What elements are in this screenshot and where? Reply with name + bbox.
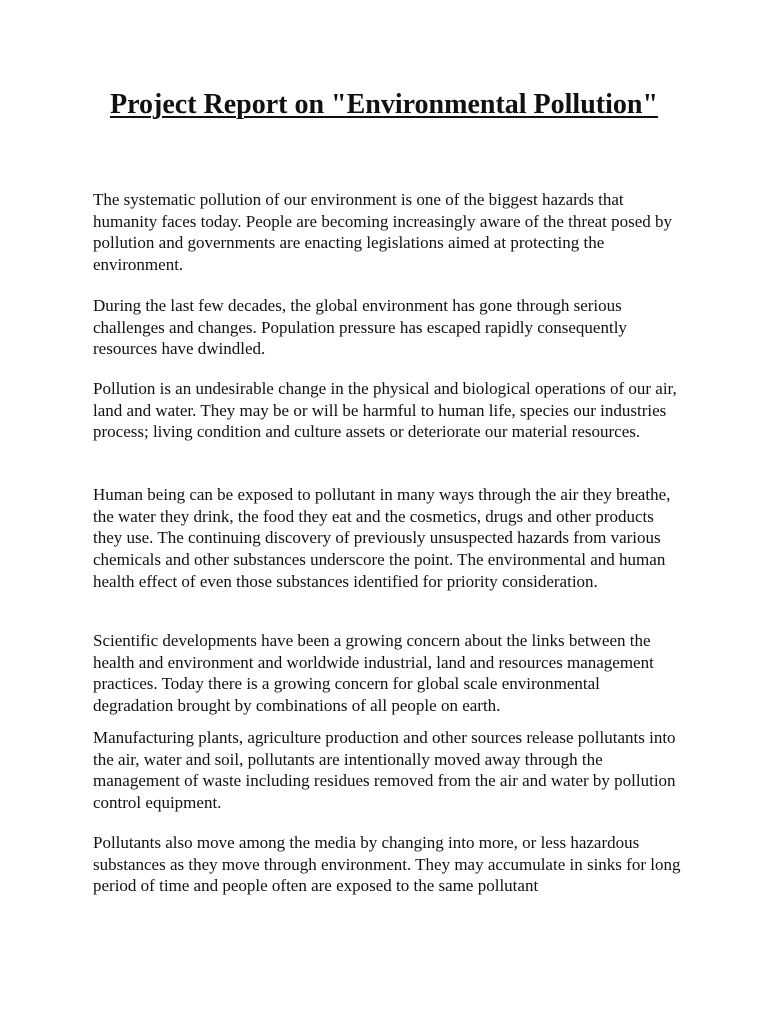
paragraph-intro: The systematic pollution of our environment is one of the biggest hazards that humanity faces today. People are becoming increasingly aware of the threat posed by pollution and governments are enacting legislations aimed at protecting the environment.	[93, 190, 673, 275]
paragraph-scientific-developments: Scientific developments have been a growing concern about the links between the health and environment and worldwide industrial, land and resources management practices. Today there is a growing concern for global scale environmental degradation brought by combinations of all people on earth.	[93, 631, 654, 716]
document-title: Project Report on "Environmental Pollution"	[109, 89, 659, 120]
paragraph-human-exposure: Human being can be exposed to pollutant in many ways through the air they breathe, the water they drink, the food they eat and the cosmetics, drugs and other products they use. The continuing discovery of previously unsuspected hazards from various chemicals and other substances underscore the point. The environmental and human health effect of even those substances identified for priority consideration.	[93, 485, 671, 591]
paragraph-pollution-sources: Manufacturing plants, agriculture production and other sources release pollutants into the air, water and soil, pollutants are intentionally moved away through the management of waste including residues removed from the air and water by pollution control equipment.	[93, 728, 676, 813]
paragraph-pollution-definition: Pollution is an undesirable change in the physical and biological operations of our air, land and water. They may be or will be harmful to human life, species our industries process; living condition and culture assets or deteriorate our material resources.	[93, 379, 677, 442]
paragraph-pollutant-movement: Pollutants also move among the media by changing into more, or less hazardous substances as they move through environment. They may accumulate in sinks for long period of time and people often are exposed to the same pollutant	[93, 833, 681, 896]
paragraph-global-environment: During the last few decades, the global environment has gone through serious challenges and changes. Population pressure has escaped rapidly consequently resources have dwindled.	[93, 296, 627, 359]
